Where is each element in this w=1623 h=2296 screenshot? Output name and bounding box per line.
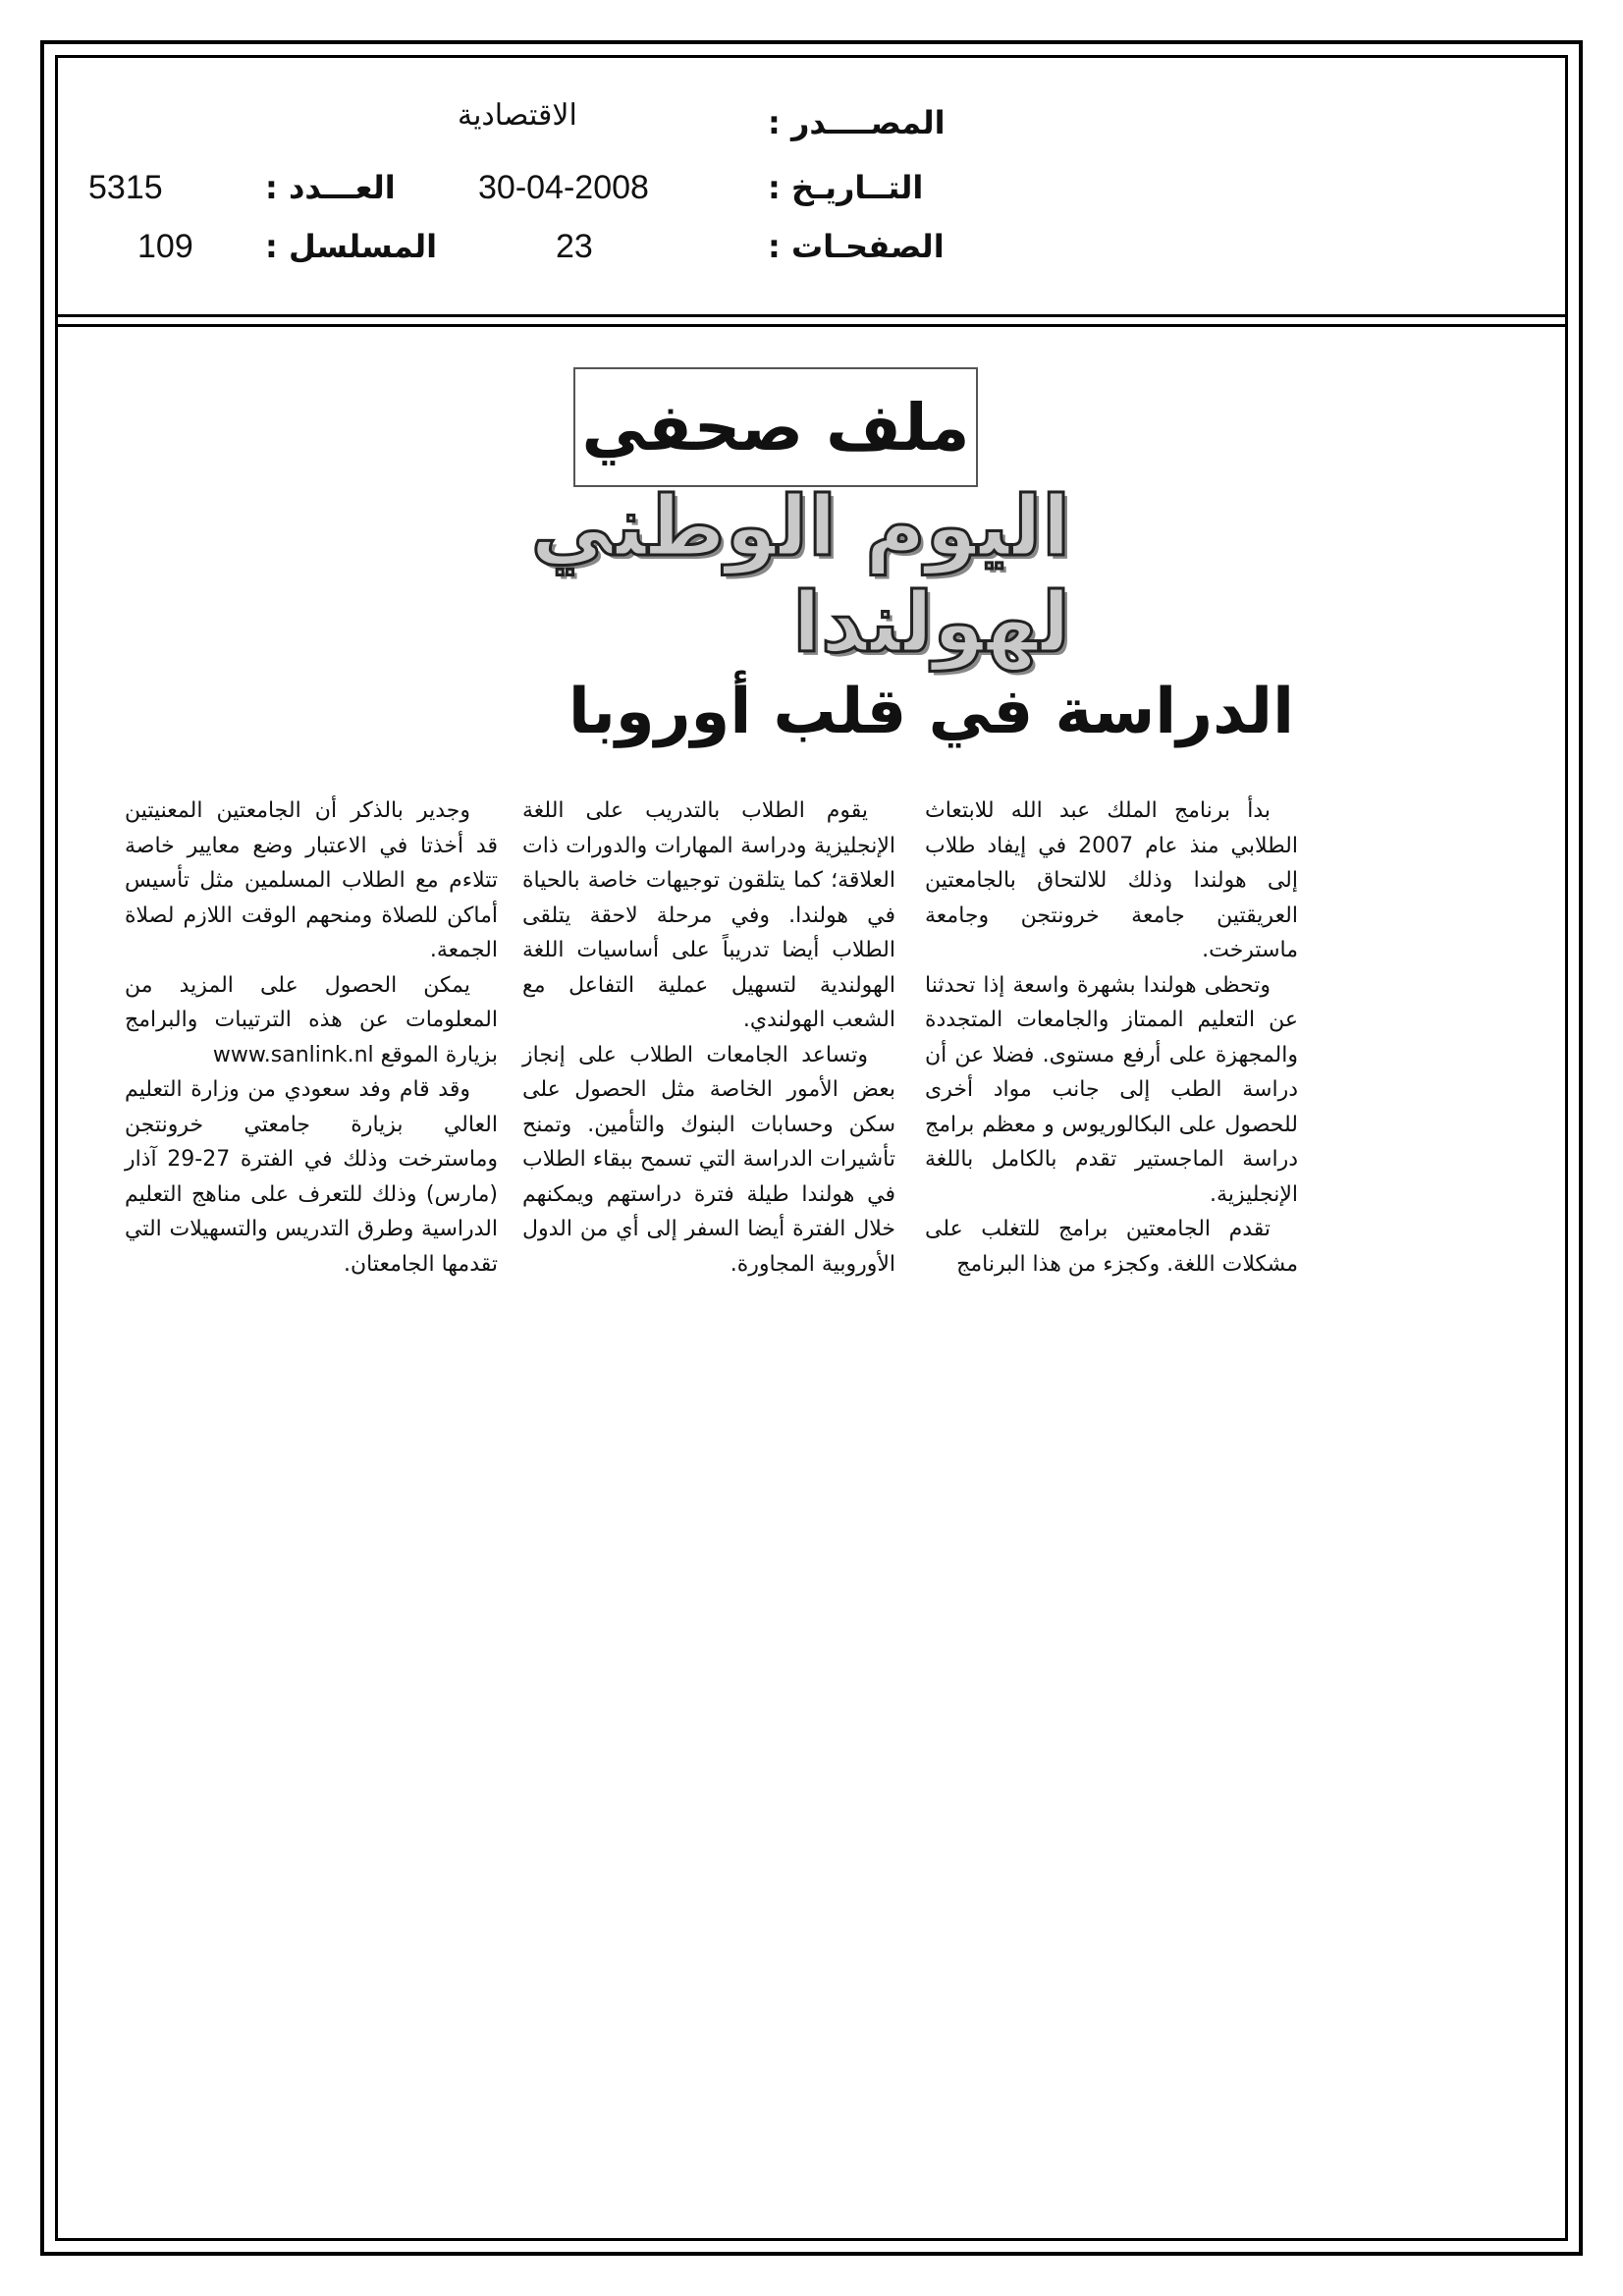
source-value: الاقتصادية [458,99,577,132]
national-day-logo-text: اليوم الوطني لهولندا [530,478,1070,671]
article-paragraph: وجدير بالذكر أن الجامعتين المعنيتين قد أخذتا في الاعتبار وضع معايير خاصة تتلاءم مع الطلاب المسلمين مثل تأسيس أماكن للصلاة ومنحهم الوقت اللازم لصلاة الجمعة. [125,798,498,962]
national-day-logo [324,478,1070,671]
source-label: المصــــدر : [768,104,946,141]
press-file-stamp [573,367,978,487]
article-column-2 [522,793,895,1282]
pages-label: الصفحـات : [768,228,945,265]
header-divider-top [55,314,1568,317]
article-headline: الدراسة في قلب أوروبا [568,676,1294,748]
pages-value: 23 [556,228,593,265]
article-column-1 [925,793,1298,1282]
header-divider-bottom [55,324,1568,327]
issue-value: 5315 [88,169,163,206]
article-paragraph: يقوم الطلاب بالتدريب على اللغة الإنجليزية ودراسة المهارات والدورات ذات العلاقة؛ كما يتلقون توجيهات خاصة بالحياة في هولندا. وفي مرحلة لاحقة يتلقى الطلاب أيضا تدريباً على أساسيات اللغة الهولندية لتسهيل عملية التفاعل مع الشعب الهولندي. [522,798,895,1032]
date-label: التــاريـخ : [768,169,924,206]
article-column-3 [125,793,498,1282]
date-value: 30-04-2008 [478,169,649,206]
issue-label: العـــدد : [265,169,396,206]
article-paragraph: بدأ برنامج الملك عبد الله للابتعاث الطلابي منذ عام 2007 في إيفاد طلاب إلى هولندا وذلك للالتحاق بالجامعتين العريقتين جامعة خرونتجن وجامعة ماسترخت. [925,798,1298,962]
press-file-stamp-text: ملف صحفي [581,389,970,465]
article-paragraph: وقد قام وفد سعودي من وزارة التعليم العالي بزيارة جامعتي خرونتجن وماسترخت وذلك في الفترة 27-29 آذار (مارس) وذلك للتعرف على مناهج التعليم الدراسية وطرق التدريس والتسهيلات التي تقدمها الجامعتان. [125,1077,499,1277]
serial-label: المسلسل : [265,228,438,265]
article-paragraph: وتساعد الجامعات الطلاب على إنجاز بعض الأمور الخاصة مثل الحصول على سكن وحسابات البنوك والتأمين. وتمنح تأشيرات الدراسة التي تسمح ببقاء الطلاب في هولندا طيلة فترة دراستهم ويمكنهم خلال الفترة أيضا السفر إلى أي من الدول الأوروبية المجاورة. [522,1042,895,1277]
serial-value: 109 [137,228,193,265]
article-paragraph: يمكن الحصول على المزيد من المعلومات عن هذه الترتيبات والبرامج بزيارة الموقع www.sanlink.nl [125,972,498,1067]
article-paragraph: وتحظى هولندا بشهرة واسعة إذا تحدثنا عن التعليم الممتاز والجامعات المتجددة والمجهزة على أرفع مستوى. فضلا عن أن دراسة الطب إلى جانب مواد أخرى للحصول على البكالوريوس و معظم برامج دراسة الماجستير تقدم بالكامل باللغة الإنجليزية. [925,972,1298,1207]
article-paragraph: تقدم الجامعتين برامج للتغلب على مشكلات اللغة. وكجزء من هذا البرنامج [925,1217,1298,1277]
